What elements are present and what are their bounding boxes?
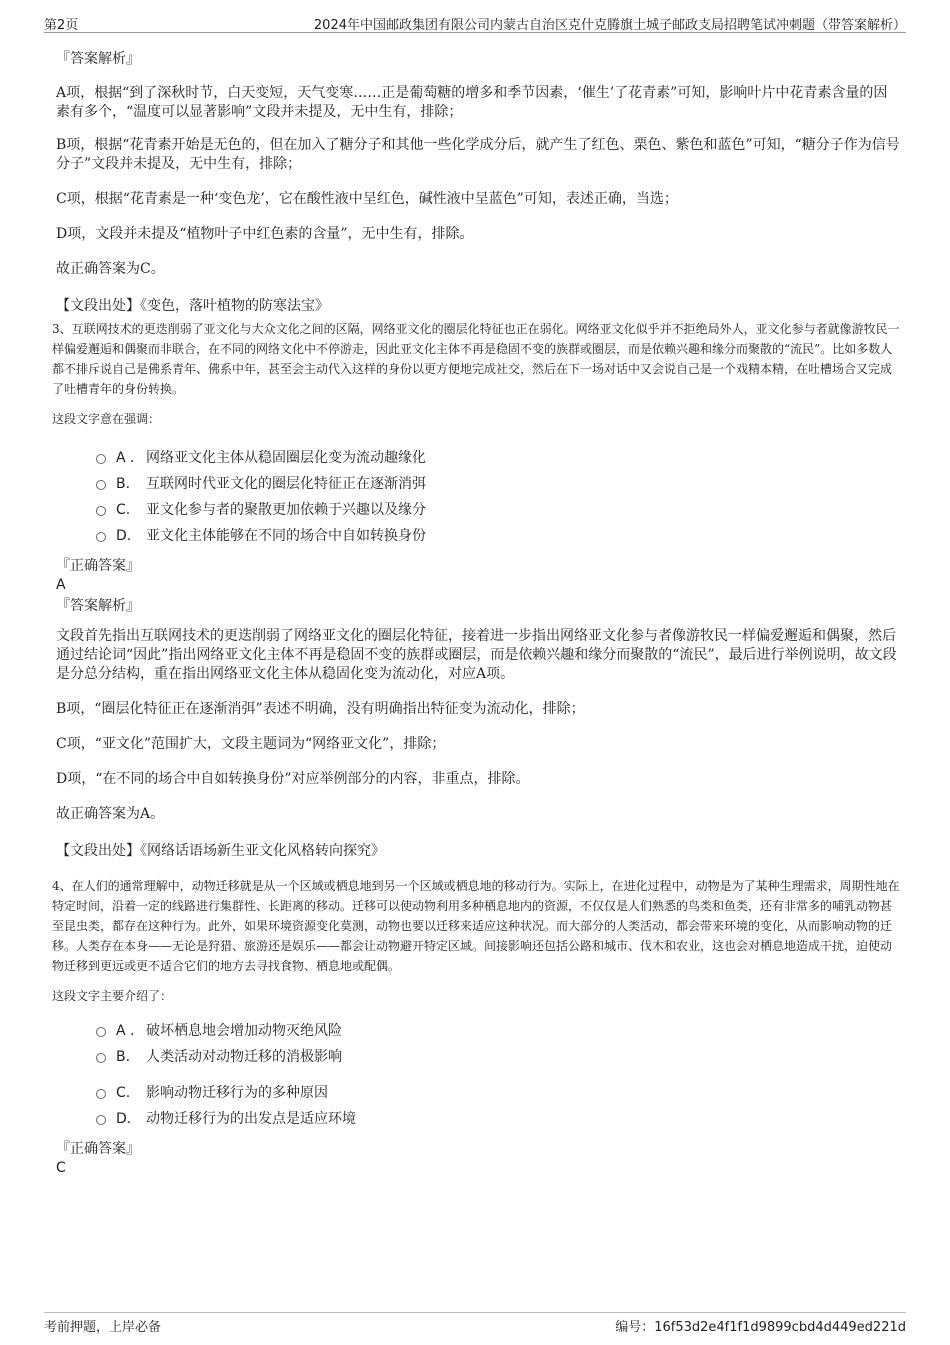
radio-button[interactable] (96, 1027, 106, 1037)
page-number: 第2页 (44, 18, 79, 33)
option-c[interactable] (56, 1080, 900, 1106)
page-footer (44, 1312, 906, 1337)
radio-button[interactable] (96, 1089, 106, 1099)
question-prompt: 这段文字意在强调： (52, 412, 161, 426)
option-letter: C. (116, 502, 131, 518)
page-header (44, 10, 906, 33)
footer-slogan: 考前押题，上岸必备 (44, 1320, 162, 1335)
analysis-label: 『答案解析』 (56, 51, 140, 67)
correct-answer-label: 『正确答案』 (56, 558, 140, 574)
option-letter: A . (116, 1023, 135, 1039)
option-d[interactable] (56, 523, 900, 549)
option-letter: D. (116, 528, 132, 544)
option-b[interactable] (56, 471, 900, 497)
analysis-para: A项，根据“到了深秋时节，白天变短，天气变寒……正是葡萄糖的增多和季节因素，‘催生’了花青素”可知，影响叶片中花青素含量的因素有多个，“温度可以显著影响”文段并未提及，无中生有，排除； (56, 85, 888, 120)
correct-answer-label: 『正确答案』 (56, 1141, 140, 1157)
analysis-para: D项，文段并未提及“植物叶子中红色素的含量”，无中生有，排除。 (56, 226, 474, 242)
analysis-para: C项，根据“花青素是一种‘变色龙’，它在酸性液中呈红色，碱性液中呈蓝色”可知，表述正确，当选； (56, 191, 678, 207)
radio-button[interactable] (96, 506, 106, 516)
option-text: 互联网时代亚文化的圈层化特征正在逐渐消弭 (146, 476, 426, 492)
document-body (52, 44, 900, 1176)
option-c[interactable] (56, 497, 900, 523)
analysis-conclusion: 故正确答案为C。 (56, 261, 165, 277)
option-text: 网络亚文化主体从稳固圈层化变为流动趣缘化 (146, 450, 426, 466)
analysis-conclusion: 故正确答案为A。 (56, 806, 165, 822)
question-prompt: 这段文字主要介绍了： (52, 989, 173, 1003)
question-stem: 3、互联网技术的更迭削弱了亚文化与大众文化之间的区隔，网络亚文化的圈层化特征也正在弱化。网络亚文化似乎并不拒绝局外人，亚文化参与者就像游牧民一样偏爱邂逅和偶聚而非联合，在不同的网络文化中不停游走，因此亚文化主体不再是稳固不变的族群或圈层，而是依赖兴趣和缘分而聚散的“流民”。比如多数人都不排斥说自己是佛系青年、佛系中年，甚至会主动代入这样的身份以更方便地完成社交，然后在下一场对话中又会说自己是一个戏精本精，在吐槽场合又完成了吐槽青年的身份转换。 (52, 322, 900, 396)
option-letter: A . (116, 450, 135, 466)
analysis-para: B项，“圈层化特征正在逐渐消弭”表述不明确，没有明确指出特征变为流动化，排除； (56, 701, 585, 717)
option-a[interactable] (56, 445, 900, 471)
option-letter: B. (116, 1049, 131, 1065)
option-text: 影响动物迁移行为的多种原因 (146, 1085, 328, 1101)
document-id: 编号：16f53d2e4f1f1d9899cbd4d449ed221d (615, 1320, 906, 1335)
option-list (56, 1018, 900, 1132)
radio-button[interactable] (96, 1053, 106, 1063)
option-text: 动物迁移行为的出发点是适应环境 (146, 1111, 356, 1127)
option-letter: C. (116, 1085, 131, 1101)
option-text: 亚文化参与者的聚散更加依赖于兴趣以及缘分 (146, 502, 426, 518)
option-text: 人类活动对动物迁移的消极影响 (146, 1049, 342, 1065)
question-stem: 4、在人们的通常理解中，动物迁移就是从一个区域或栖息地到另一个区域或栖息地的移动行为。实际上，在进化过程中，动物是为了某种生理需求，周期性地在特定时间，沿着一定的线路进行集群性、长距离的移动。迁移可以使动物利用多种栖息地内的资源，不仅仅是人们熟悉的鸟类和鱼类，还有非常多的哺乳动物甚至昆虫类，都存在这种行为。此外，如果环境资源变化莫测，动物也要以迁移来适应这种状况。而大部分的人类活动，都会带来环境的变化，从而影响动物的迁移。人类存在本身——无论是狩猎、旅游还是娱乐——都会让动物避开特定区域。间接影响还包括公路和城市、伐木和农业，这也会对栖息地造成干扰，迫使动物迁移到更远或更不适合它们的地方去寻找食物、栖息地或配偶。 (52, 879, 900, 973)
option-letter: D. (116, 1111, 132, 1127)
option-d[interactable] (56, 1106, 900, 1132)
analysis-para: C项，“亚文化”范围扩大，文段主题词为“网络亚文化”，排除； (56, 736, 446, 752)
passage-source: 【文段出处】《网络话语场新生亚文化风格转向探究》 (56, 843, 385, 859)
radio-button[interactable] (96, 480, 106, 490)
option-letter: B. (116, 476, 131, 492)
option-b[interactable] (56, 1044, 900, 1070)
analysis-para: 文段首先指出互联网技术的更迭削弱了网络亚文化的圈层化特征，接着进一步指出网络亚文化参与者像游牧民一样偏爱邂逅和偶聚，然后通过结论词“因此”指出网络亚文化主体不再是稳固不变的族群或圈层，而是依赖兴趣和缘分而聚散的“流民”，最后进行举例说明，故文段是分总分结构，重在指出网络亚文化主体从稳固化变为流动化，对应A项。 (56, 628, 897, 682)
radio-button[interactable] (96, 1115, 106, 1125)
radio-button[interactable] (96, 532, 106, 542)
option-list (56, 445, 900, 549)
passage-source: 【文段出处】《变色，落叶植物的防寒法宝》 (56, 298, 329, 314)
analysis-para: B项，根据“花青素开始是无色的，但在加入了糖分子和其他一些化学成分后，就产生了红色、栗色、紫色和蓝色”可知，“糖分子作为信号分子”文段并未提及，无中生有，排除； (56, 137, 900, 172)
option-a[interactable] (56, 1018, 900, 1044)
option-text: 亚文化主体能够在不同的场合中自如转换身份 (146, 528, 426, 544)
radio-button[interactable] (96, 454, 106, 464)
analysis-label: 『答案解析』 (56, 598, 140, 614)
document-title: 2024年中国邮政集团有限公司内蒙古自治区克什克腾旗土城子邮政支局招聘笔试冲刺题（带答案解析） (313, 18, 906, 33)
correct-answer: C (56, 1160, 66, 1176)
correct-answer: A (56, 577, 66, 593)
option-text: 破坏栖息地会增加动物灭绝风险 (146, 1023, 342, 1039)
analysis-para: D项，“在不同的场合中自如转换身份”对应举例部分的内容，非重点，排除。 (56, 771, 530, 787)
